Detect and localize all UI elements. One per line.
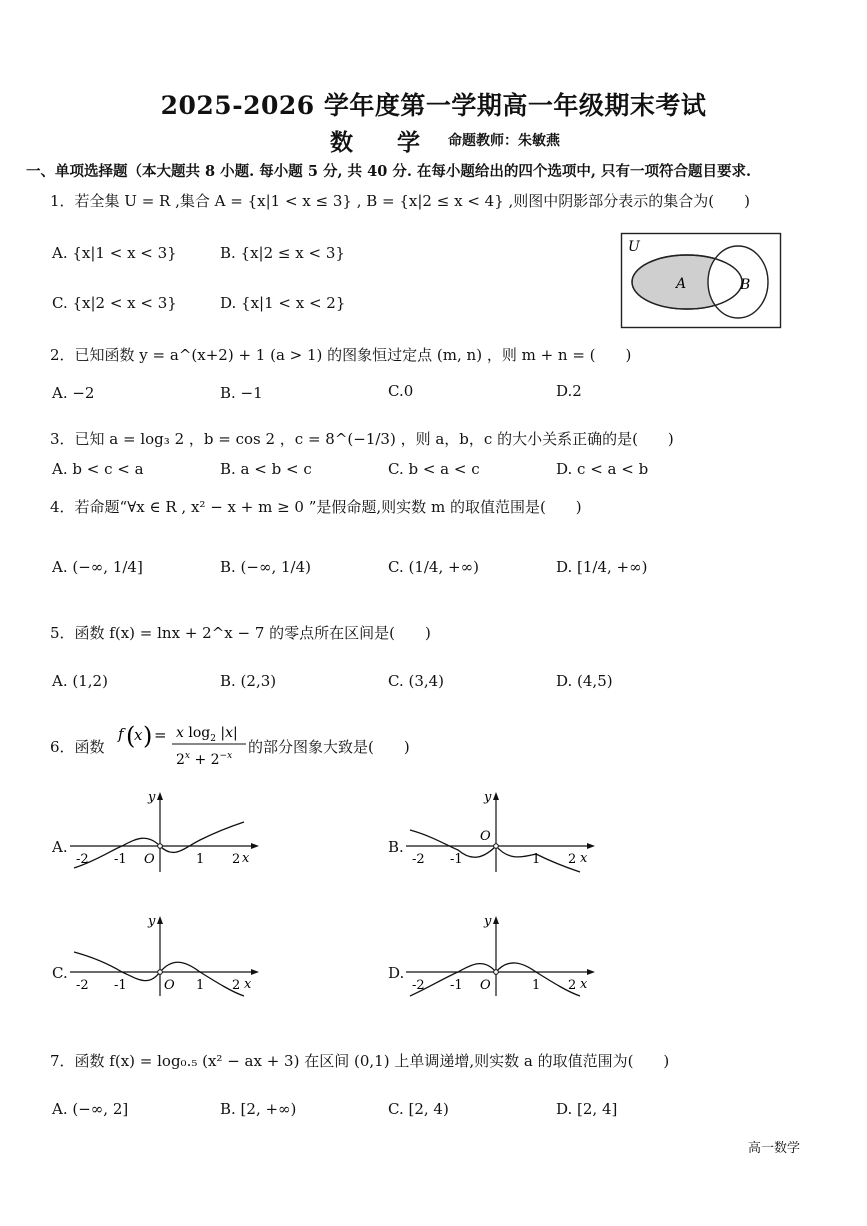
svg-text:O: O xyxy=(164,978,175,993)
q7-option-a: A. (−∞, 2] xyxy=(52,1100,129,1118)
q1-option-c: C. {x|2 < x < 3} xyxy=(52,294,177,312)
venn-label-u: U xyxy=(628,239,640,255)
q6-function-formula xyxy=(112,720,250,772)
svg-text:x: x xyxy=(134,726,143,744)
question-6-stem-prefix: 6．函数 xyxy=(50,738,105,756)
q4-option-c: C. (1/4, +∞) xyxy=(388,558,479,576)
q6-graph-b-label: B. xyxy=(388,838,404,856)
svg-text:): ) xyxy=(143,722,153,750)
q6-graph-d-label: D. xyxy=(388,964,405,982)
svg-text:-1: -1 xyxy=(450,978,463,993)
q2-option-c: C.0 xyxy=(388,382,414,400)
svg-text:-1: -1 xyxy=(450,852,463,867)
q3-option-b: B. a < b < c xyxy=(220,460,312,478)
q1-option-b: B. {x|2 ≤ x < 3} xyxy=(220,244,345,262)
svg-text:1: 1 xyxy=(196,978,205,993)
q5-option-a: A. (1,2) xyxy=(52,672,108,690)
q4-option-d: D. [1/4, +∞) xyxy=(556,558,648,576)
q5-option-d: D. (4,5) xyxy=(556,672,613,690)
svg-text:O: O xyxy=(144,852,155,867)
q7-option-b: B. [2, +∞) xyxy=(220,1100,297,1118)
q6-graph-a-label: A. xyxy=(52,838,68,856)
q7-option-d: D. [2, 4] xyxy=(556,1100,618,1118)
section-heading: 一、单项选择题（本大题共 8 小题. 每小题 5 分, 共 40 分. 在每小题给出的四个选项中, 只有一项符合题目要求. xyxy=(26,163,752,180)
exam-title: 2025-2026 学年度第一学期高一年级期末考试 xyxy=(160,91,707,120)
q4-option-b: B. (−∞, 1/4) xyxy=(220,558,312,576)
svg-text:y: y xyxy=(148,790,156,805)
question-7-stem: 7．函数 f(x) = log₀.₅ (x² − ax + 3) 在区间 (0,1) 上单调递增,则实数 a 的取值范围为( ) xyxy=(50,1052,670,1070)
q2-option-a: A. −2 xyxy=(52,384,95,402)
svg-text:2: 2 xyxy=(568,978,577,993)
q2-option-b: B. −1 xyxy=(220,384,263,402)
svg-text:=: = xyxy=(154,726,167,744)
venn-label-a: A xyxy=(676,276,687,292)
q3-option-c: C. b < a < c xyxy=(388,460,480,478)
svg-text:-2: -2 xyxy=(412,978,425,993)
question-3-stem: 3．已知 a = log₃ 2 ，b = cos 2 ，c = 8^(−1/3) ，则 a，b，c 的大小关系正确的是( ) xyxy=(50,430,674,448)
question-6-stem-suffix: 的部分图象大致是( ) xyxy=(248,738,410,756)
q3-option-d: D. c < a < b xyxy=(556,460,649,478)
q3-option-a: A. b < c < a xyxy=(52,460,144,478)
page-footer: 高一数学 xyxy=(748,1141,801,1156)
svg-text:x: x xyxy=(580,977,588,992)
question-1-stem: 1．若全集 U = R ,集合 A = {x|1 < x ≤ 3} , B = {x|2 ≤ x < 4} ,则图中阴影部分表示的集合为( ) xyxy=(50,192,750,210)
svg-text:y: y xyxy=(148,914,156,929)
svg-text:y: y xyxy=(484,914,492,929)
svg-text:2: 2 xyxy=(568,852,577,867)
svg-text:-2: -2 xyxy=(76,852,89,867)
venn-label-b: B xyxy=(740,277,751,293)
svg-text:1: 1 xyxy=(196,852,205,867)
svg-text:-2: -2 xyxy=(412,852,425,867)
svg-text:O: O xyxy=(480,829,491,844)
q6-graph-c-label: C. xyxy=(52,964,68,982)
q4-option-a: A. (−∞, 1/4] xyxy=(52,558,143,576)
svg-text:-1: -1 xyxy=(114,978,127,993)
q5-option-b: B. (2,3) xyxy=(220,672,277,690)
question-5-stem: 5．函数 f(x) = lnx + 2^x − 7 的零点所在区间是( ) xyxy=(50,624,431,642)
svg-text:2: 2 xyxy=(232,978,241,993)
q5-option-c: C. (3,4) xyxy=(388,672,445,690)
subject-heading: 数 学 xyxy=(330,129,439,156)
svg-text:x: x xyxy=(242,851,250,866)
venn-diagram xyxy=(620,232,782,330)
q6-graph-c xyxy=(64,912,264,1000)
svg-text:(: ( xyxy=(126,722,136,750)
svg-text:-1: -1 xyxy=(114,852,127,867)
question-2-stem: 2．已知函数 y = a^(x+2) + 1 (a > 1) 的图象恒过定点 (m, n) ，则 m + n = ( ) xyxy=(50,346,632,364)
q6-graph-d xyxy=(400,912,600,1000)
q7-option-c: C. [2, 4) xyxy=(388,1100,449,1118)
q6-graph-b xyxy=(400,788,600,876)
svg-text:2: 2 xyxy=(232,852,241,867)
q1-option-a: A. {x|1 < x < 3} xyxy=(52,244,177,262)
question-4-stem: 4．若命题“∀x ∈ R , x² − x + m ≥ 0 ”是假命题,则实数 m 的取值范围是( ) xyxy=(50,498,582,516)
svg-text:-2: -2 xyxy=(76,978,89,993)
author-line: 命题教师：朱敏燕 xyxy=(448,133,560,149)
svg-text:y: y xyxy=(484,790,492,805)
svg-text:1: 1 xyxy=(532,978,541,993)
svg-text:O: O xyxy=(480,978,491,993)
q2-option-d: D.2 xyxy=(556,382,582,400)
svg-text:2x + 2−x: $2^x + 2^-x$ xyxy=(176,751,233,768)
svg-text:x: x xyxy=(580,851,588,866)
q1-option-d: D. {x|1 < x < 2} xyxy=(220,294,346,312)
svg-text:x log2 |x|: x $\log_2 |x|$ xyxy=(176,725,238,744)
q6-graph-a xyxy=(64,788,264,876)
svg-text:1: 1 xyxy=(532,852,541,867)
svg-text:x: x xyxy=(244,977,252,992)
svg-text:f: f xyxy=(118,725,124,743)
